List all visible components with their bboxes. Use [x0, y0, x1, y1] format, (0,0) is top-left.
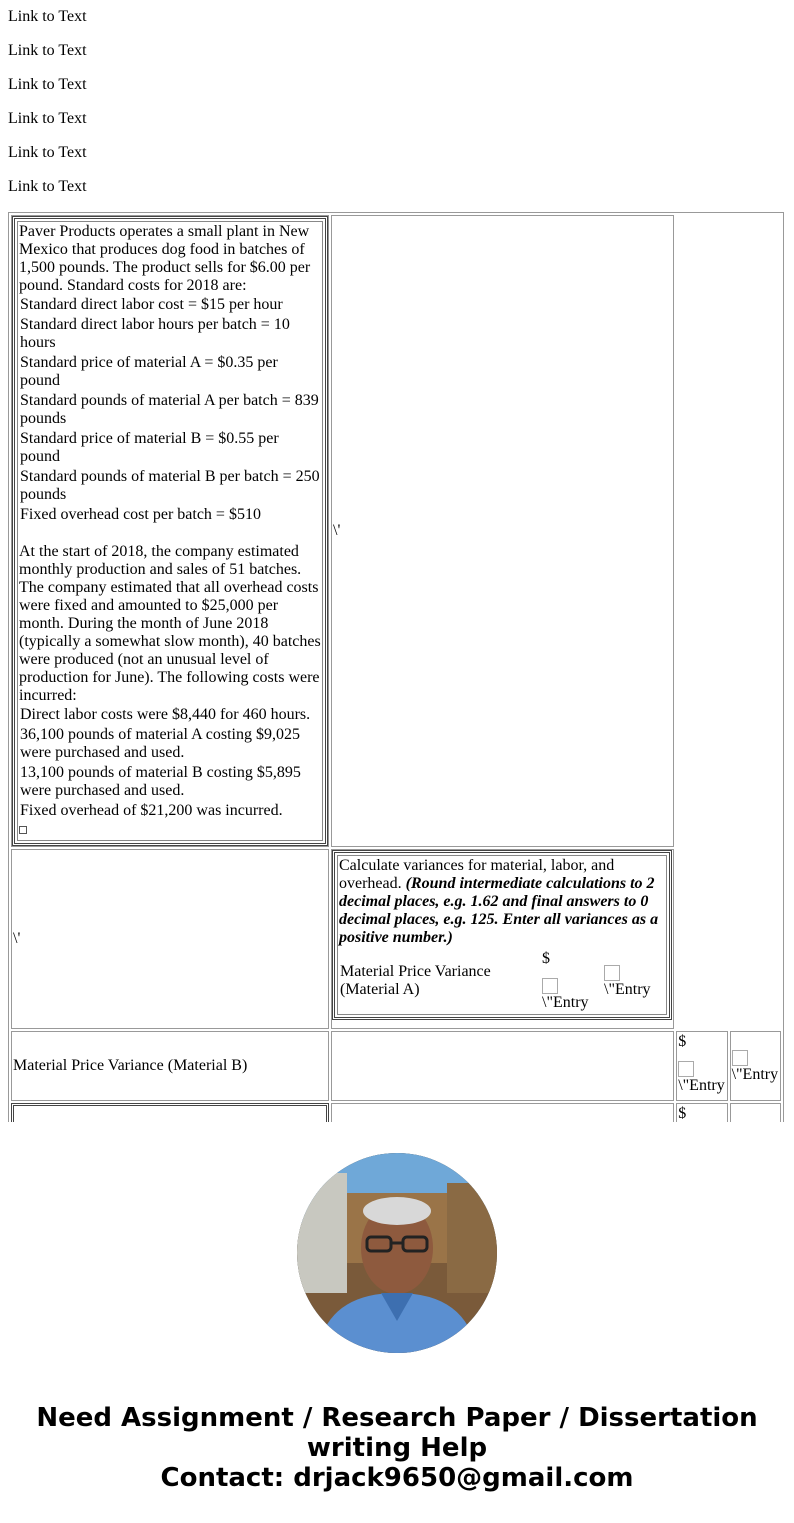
standard-item: Standard pounds of material B per batch = 250 pounds	[20, 468, 320, 503]
question-viewport[interactable]	[8, 212, 786, 1122]
link-to-text[interactable]: Link to Text	[8, 8, 87, 25]
task-note: (Round intermediate calculations to 2 decimal places, e.g. 1.62 and final answers to 0 decimal places, e.g. 125. Enter all variances as a positive number.)	[339, 875, 659, 946]
standard-item: Standard direct labor cost = $15 per hour	[20, 296, 283, 313]
standard-item: Standard pounds of material A per batch = 839 pounds	[20, 392, 319, 427]
task-cell	[331, 849, 674, 1029]
feedback-cell	[730, 1031, 781, 1101]
contact-email: Contact: drjack9650@gmail.com	[160, 1463, 634, 1493]
link-to-text[interactable]: Link to Text	[8, 76, 87, 93]
problem-box	[12, 216, 328, 846]
actual-item: Fixed overhead of $21,200 was incurred.	[20, 802, 283, 819]
link-to-text[interactable]: Link to Text	[8, 144, 87, 161]
problem-intro: Paver Products operates a small plant in New Mexico that produces dog food in batches of 1,500 pounds. The product sells for $6.00 per pound. Standard costs for 2018 are:	[19, 223, 311, 294]
blank-cell	[331, 1031, 674, 1101]
answer-field	[541, 949, 603, 1013]
empty-cell	[676, 215, 781, 847]
answer-row	[339, 949, 665, 1013]
broken-image-icon	[542, 978, 558, 994]
blank-cell	[11, 849, 329, 1029]
author-photo	[297, 1153, 497, 1353]
actual-item: Direct labor costs were $8,440 for 460 hours.	[20, 706, 311, 723]
problem-paragraph: At the start of 2018, the company estimated monthly production and sales of 51 batches. The company estimated that all overhead costs were fixed and amounted to $25,000 per month. During the month of June 2018 (typically a somewhat slow month), 40 batches were produced (not an unusual level of production for June). The following costs were incurred:	[19, 543, 321, 704]
feedback-cell	[730, 1103, 781, 1122]
problem-cell	[11, 215, 329, 847]
standard-item: Standard price of material A = $0.35 per pound	[20, 354, 278, 389]
broken-image-icon	[732, 1050, 748, 1066]
link-to-text[interactable]: Link to Text	[8, 42, 87, 59]
stray-mark: \'	[333, 522, 341, 539]
standard-item: Standard price of material B = $0.55 per pound	[20, 430, 279, 465]
entry-alt-text: \"Entry	[542, 994, 589, 1011]
entry-image[interactable]	[542, 976, 602, 1012]
link-list	[8, 0, 87, 204]
author-photo-image	[297, 1153, 497, 1353]
broken-image-icon	[678, 1061, 694, 1077]
task-box	[332, 850, 672, 1020]
promo-footer	[0, 1403, 794, 1493]
question-table	[8, 212, 784, 1122]
currency-symbol: $	[678, 1033, 687, 1050]
blank-cell	[331, 1103, 674, 1122]
row-label: Material Price Variance (Material A)	[340, 963, 491, 998]
currency-symbol: $	[542, 950, 550, 967]
empty-cell	[676, 849, 781, 1029]
entry-alt-text: \"Entry	[604, 981, 651, 998]
actual-item: 36,100 pounds of material A costing $9,025 were purchased and used.	[20, 726, 300, 761]
task-text	[339, 857, 665, 947]
task-instruction: Calculate variances for material, labor, and overhead.	[339, 857, 615, 892]
standard-item: Standard direct labor hours per batch = 10 hours	[20, 316, 290, 351]
entry-alt-text: \"Entry	[731, 1066, 779, 1083]
feedback-cell	[603, 949, 665, 1013]
link-to-text[interactable]: Link to Text	[8, 110, 87, 127]
row-label	[11, 1103, 329, 1122]
broken-image-icon	[604, 965, 620, 981]
link-to-text[interactable]: Link to Text	[8, 178, 87, 195]
promo-line: writing Help	[306, 1433, 488, 1463]
stray-mark: \'	[13, 930, 21, 947]
entry-alt-text: \"Entry	[678, 1077, 725, 1094]
actuals-list	[19, 705, 321, 821]
row-label: Material Price Variance (Material B)	[11, 1031, 329, 1101]
broken-image-icon	[19, 826, 27, 834]
blank-cell	[331, 215, 674, 847]
entry-image[interactable]	[678, 1059, 725, 1095]
answer-field[interactable]	[676, 1031, 727, 1101]
promo-line: Need Assignment / Research Paper / Dissertation	[36, 1403, 758, 1433]
actual-item: 13,100 pounds of material B costing $5,895 were purchased and used.	[20, 764, 301, 799]
standards-list	[19, 295, 321, 525]
standard-item: Fixed overhead cost per batch = $510	[20, 506, 261, 523]
currency-symbol: $	[678, 1105, 687, 1122]
answer-field[interactable]	[676, 1103, 727, 1122]
